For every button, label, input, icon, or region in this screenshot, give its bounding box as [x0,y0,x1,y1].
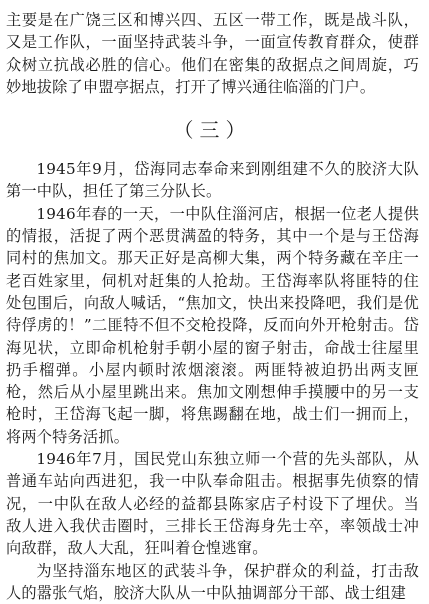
paragraph: 1946年7月，国民党山东独立师一个营的先头部队，从普通车站向西进犯，我一中队奉命阻击。根据事先侦察的情况，一中队在敌人必经的益都县陈家店子村设下了埋伏。当敌人进入我伏击圈时，三排长王岱海身先士卒，率领战士冲向敌群，敌人大乱，狂叫着仓惶逃窜。 [6,450,419,558]
paragraph: 1946年春的一天，一中队住淄河店，根据一位老人提供的情报，活捉了两个恶贯满盈的特务，其中一个是与王岱海同村的焦加文。那天正好是高柳大集，两个特务藏在辛庄一老百姓家里，伺机对赶集的人抢劫。王岱海率队将匪特的住处包围后，向敌人喊话，“焦加文，快出来投降吧，我们是优待俘虏的！”二匪特不但不交枪投降，反而向外开枪射击。岱海见状，立即命机枪射手朝小屋的窗子射击，命战士往屋里扔手榴弹。小屋内顿时浓烟滚滚。两匪特被迫扔出两支匣枪，然后从小屋里跳出来。焦加文刚想伸手摸腰中的另一支枪时，王岱海飞起一脚，将焦踢翻在地，战士们一拥而上，将两个特务活抓。 [6,204,419,446]
section-heading: （三） [173,118,252,143]
paragraph: 1945年9月，岱海同志奉命来到刚组建不久的胶济大队第一中队，担任了第三分队长。 [6,160,419,201]
paragraph-top: 主要是在广饶三区和博兴四、五区一带工作，既是战斗队，又是工作队，一面坚持武装斗争，一面宣传教育群众，使群众树立抗战必胜的信心。他们在密集的敌据点之间周旋，巧妙地拔除了申盟亭据点，打开了博兴通往临淄的门户。 [6,11,419,96]
paragraph: 为坚持淄东地区的武装斗争，保护群众的利益，打击敌人的嚣张气焰，胶济大队从一中队抽调部分干部、战士组建 [6,561,419,602]
